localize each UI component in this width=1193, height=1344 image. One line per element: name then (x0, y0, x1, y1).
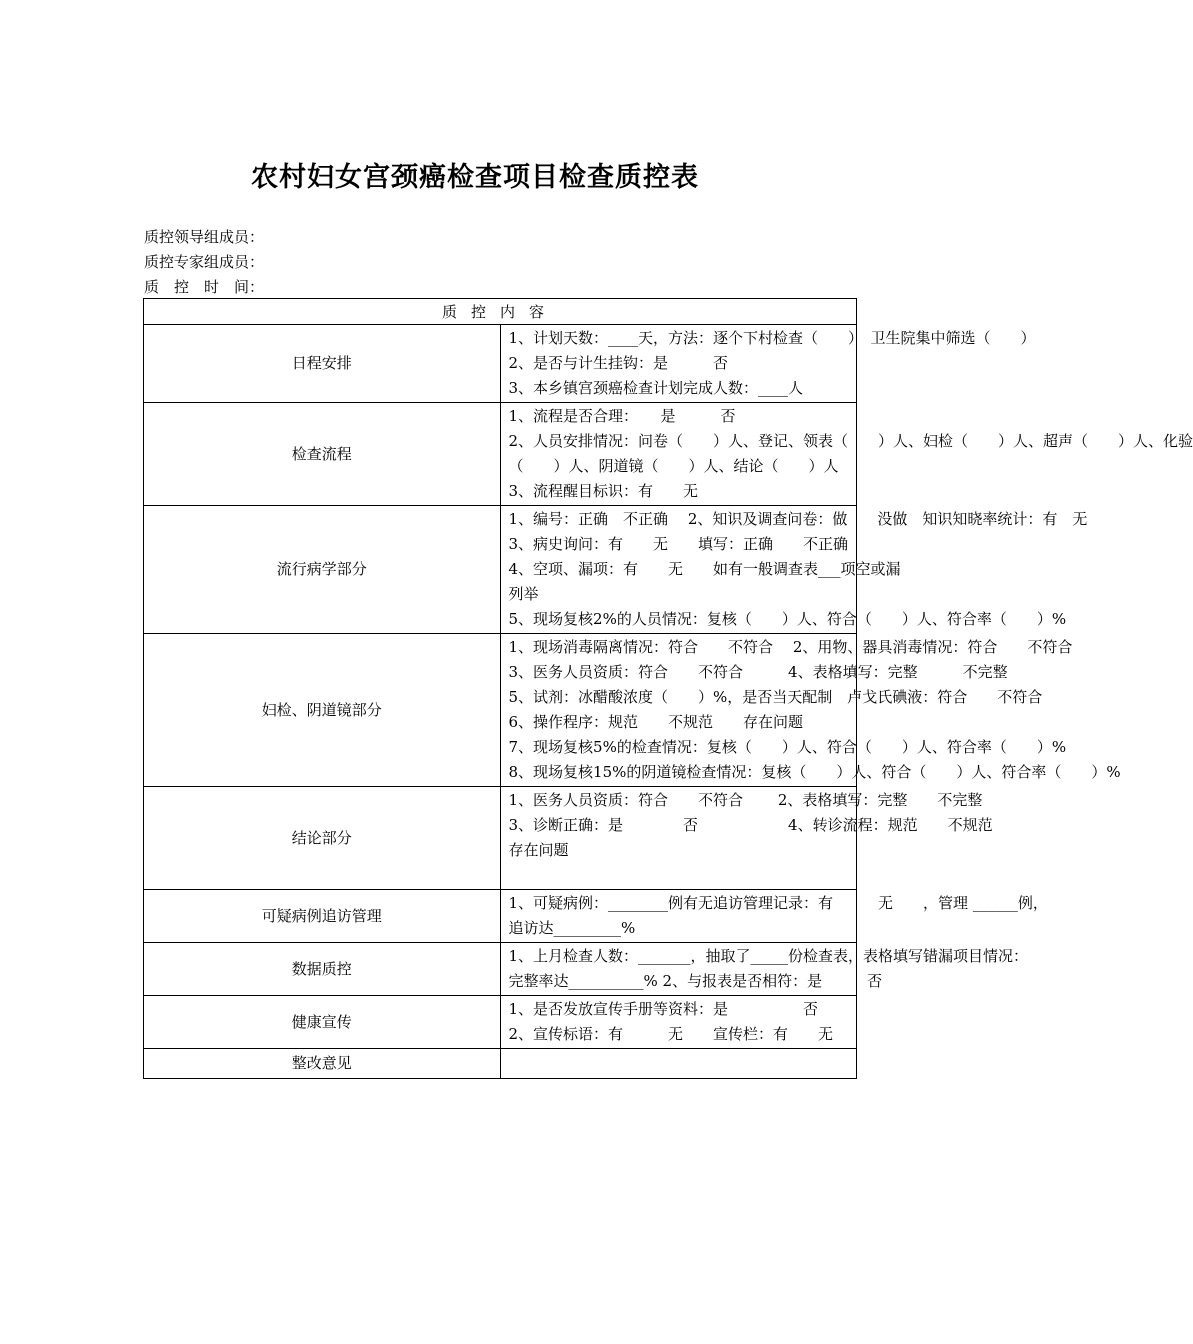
content-line: 列举 (508, 585, 539, 603)
content-line: 1、编号：正确 不正确 2、知识及调查问卷：做 没做 知识知晓率统计：有 无 (508, 510, 1088, 528)
section-content (500, 890, 1048, 943)
content-line: 4、空项、漏项：有 无 如有一般调查表___项空或漏 (508, 560, 901, 578)
content-line (509, 1051, 853, 1076)
table-row (144, 890, 857, 943)
section-label: 健康宣传 (144, 996, 501, 1049)
content-line: 1、可疑病例：________例有无追访管理记录：有 无 ，管理 ______例， (508, 894, 1048, 912)
section-content (500, 943, 1029, 996)
content-line: 7、现场复核5%的检查情况：复核（ ）人、符合（ ）人、符合率（ ）% (508, 738, 1067, 756)
section-label: 流行病学部分 (144, 506, 501, 634)
section-content (500, 1049, 857, 1079)
content-line: 5、现场复核2%的人员情况：复核（ ）人、符合（ ）人、符合率（ ）% (508, 610, 1067, 628)
section-content (500, 996, 857, 1049)
leaders-label: 质控领导组成员： (144, 228, 265, 246)
section-label: 整改意见 (144, 1049, 501, 1079)
section-content (500, 634, 1121, 787)
content-line: 6、操作程序：规范 不规范 存在问题 (508, 713, 804, 731)
content-line: 1、计划天数：____天，方法：逐个下村检查（ ） 卫生院集中筛选（ ） (508, 329, 1036, 347)
table-row (144, 634, 857, 787)
content-line: 3、医务人员资质：符合 不符合 4、表格填写：完整 不完整 (508, 663, 1008, 681)
content-line: 3、诊断正确：是 否 4、转诊流程：规范 不规范 (508, 816, 993, 834)
content-line: 1、上月检查人数：_______，抽取了_____份检查表，表格填写错漏项目情况： (508, 947, 1029, 965)
content-line: 5、试剂：冰醋酸浓度（ ）%，是否当天配制 卢戈氏碘液：符合 不符合 (508, 688, 1043, 706)
section-label: 结论部分 (144, 787, 501, 890)
content-line (509, 863, 853, 888)
section-label: 可疑病例追访管理 (144, 890, 501, 943)
table-header: 质控内容 (144, 299, 857, 325)
content-line: 3、病史询问：有 无 填写：正确 不正确 (508, 535, 849, 553)
content-line: 1、是否发放宣传手册等资料：是 否 (508, 1000, 819, 1018)
content-line: 2、人员安排情况：问卷（ ）人、登记、领表（ ）人、妇检（ ）人、超声（ ）人、化验 (508, 432, 1193, 450)
section-label: 妇检、阴道镜部分 (144, 634, 501, 787)
section-content (500, 325, 1036, 403)
page-title: 农村妇女宫颈癌检查项目检查质控表 (251, 162, 699, 193)
content-line: 1、现场消毒隔离情况：符合 不符合 2、用物、器具消毒情况：符合 不符合 (508, 638, 1073, 656)
section-label: 日程安排 (144, 325, 501, 403)
section-content (500, 787, 993, 890)
content-line: 完整率达__________% 2、与报表是否相符：是 否 (508, 972, 883, 990)
content-line: 3、本乡镇宫颈癌检查计划完成人数：____人 (508, 379, 804, 397)
experts-label: 质控专家组成员： (144, 253, 265, 271)
table-row (144, 787, 857, 890)
content-line: 2、宣传标语：有 无 宣传栏：有 无 (508, 1025, 834, 1043)
table-row (144, 506, 857, 634)
section-label: 数据质控 (144, 943, 501, 996)
section-content (500, 403, 1193, 506)
table-row (144, 325, 857, 403)
table-row (144, 403, 857, 506)
content-line: 2、是否与计生挂钩：是 否 (508, 354, 729, 372)
qc-table (143, 298, 1193, 1079)
content-line: 1、医务人员资质：符合 不符合 2、表格填写：完整 不完整 (508, 791, 983, 809)
content-line: 1、流程是否合理： 是 否 (508, 407, 736, 425)
content-line: （ ）人、阴道镜（ ）人、结论（ ）人 (508, 457, 839, 475)
table-row (144, 1049, 857, 1079)
table-row (144, 996, 857, 1049)
content-line: 8、现场复核15%的阴道镜检查情况：复核（ ）人、符合（ ）人、符合率（ ）% (508, 763, 1121, 781)
section-label: 检查流程 (144, 403, 501, 506)
time-label: 质 控 时 间： (144, 278, 265, 296)
section-content (500, 506, 1088, 634)
table-row (144, 943, 857, 996)
content-line: 追访达_________% (508, 919, 636, 937)
content-line: 3、流程醒目标识：有 无 (508, 482, 699, 500)
content-line: 存在问题 (508, 841, 569, 859)
